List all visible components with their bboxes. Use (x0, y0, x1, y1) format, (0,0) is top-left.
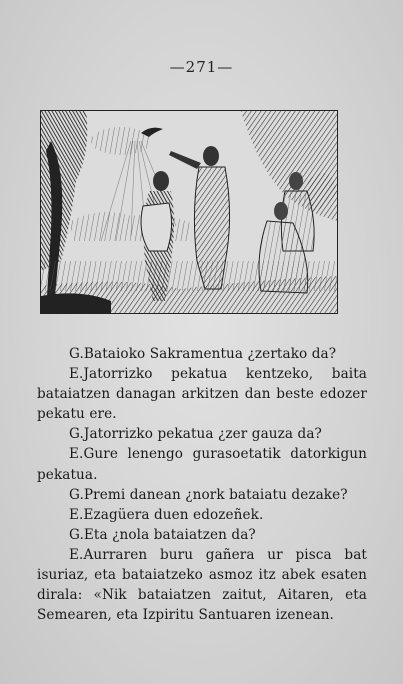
paragraph-text: Aurraren buru gañera ur pisca bat isuriaz, eta bataiatzeko asmoz itz abek esaten dirala: «Nik bataiatzen zaitut, Aitaren, eta Semearen, eta Izpiritu Santuaren izenean. (37, 546, 367, 624)
paragraph (37, 364, 367, 424)
paragraph (37, 525, 367, 545)
paragraph-text: Premi danean ¿nork bataiatu dezake? (83, 486, 348, 503)
paragraph (37, 505, 367, 525)
speaker-label: G. (69, 426, 84, 443)
speaker-label: G. (69, 526, 84, 543)
paragraph (37, 545, 367, 625)
speaker-label: E. (69, 546, 84, 563)
paragraph (37, 344, 367, 364)
engraving-drawing (41, 111, 337, 313)
speaker-label: E. (69, 506, 84, 523)
speaker-label: G. (69, 486, 84, 503)
paragraph-text: Gure lenengo gurasoetatik datorkigun pekatua. (37, 446, 367, 483)
paragraph-text: Jatorrizko pekatua kentzeko, baita bataiatzen danagan arkitzen dan beste edozer pekatu ere. (37, 366, 367, 423)
paragraph (37, 444, 367, 484)
speaker-label: E. (69, 366, 84, 383)
cloud (91, 127, 151, 155)
paragraph-text: Ezagüera duen edozeñek. (83, 506, 264, 523)
paragraph-text: Jatorrizko pekatua ¿zer gauza da? (83, 426, 322, 443)
paragraph-text: Bataioko Sakramentua ¿zertako da? (83, 346, 337, 362)
speaker-label: E. (69, 446, 84, 463)
baptism-engraving (40, 110, 338, 314)
paragraph (37, 485, 367, 505)
page-number: —271— (169, 58, 234, 76)
catechism-text (37, 344, 367, 625)
paragraph (37, 424, 367, 444)
paragraph-text: Eta ¿nola bataiatzen da? (83, 526, 256, 543)
speaker-label: G. (69, 346, 84, 362)
